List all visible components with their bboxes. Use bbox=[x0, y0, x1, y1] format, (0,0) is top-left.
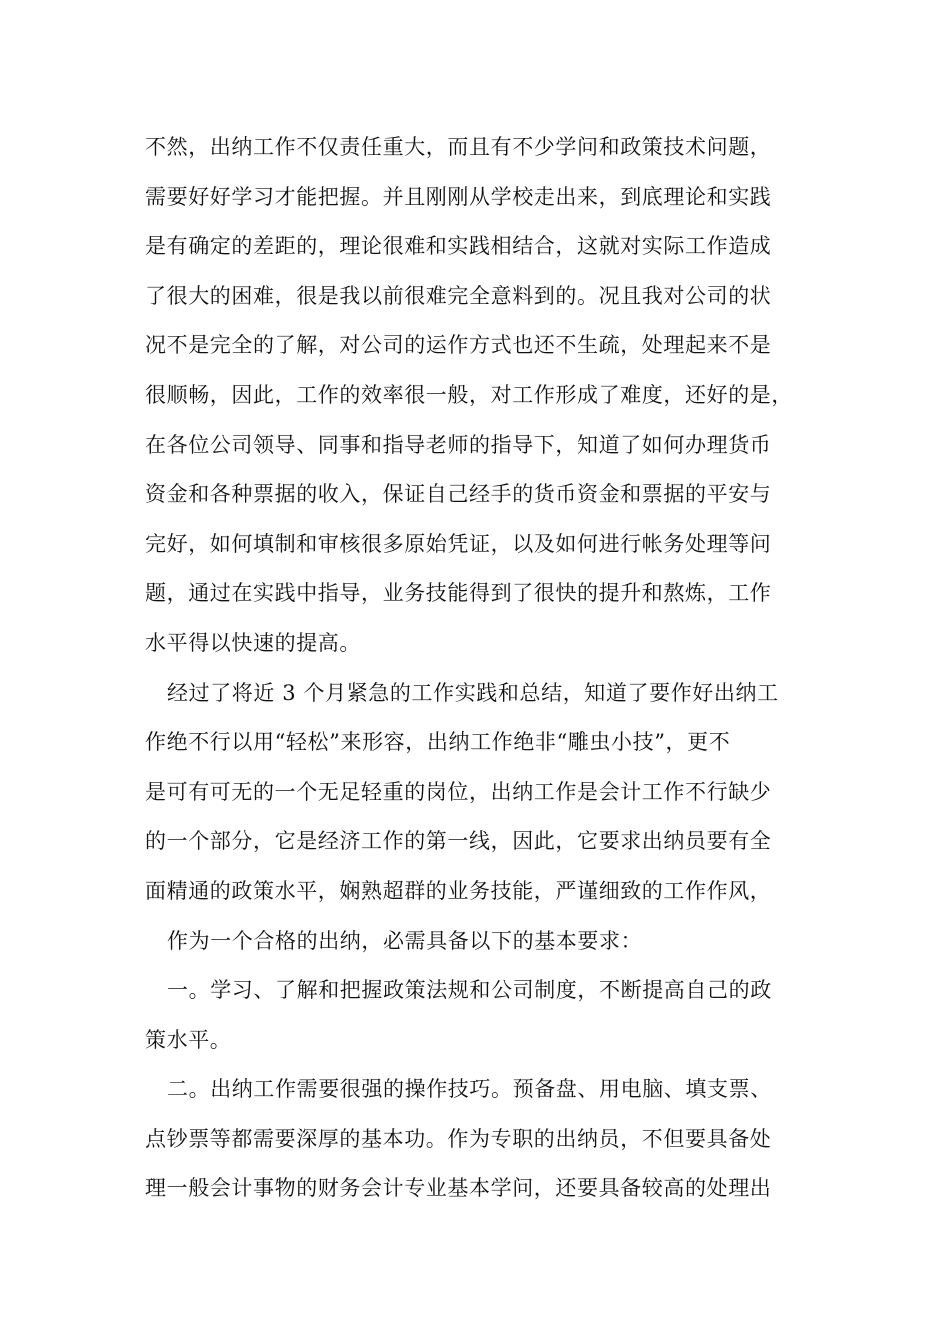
text-line: 在各位公司领导、同事和指导老师的指导下，知道了如何办理货币 bbox=[145, 432, 772, 457]
text-line: 是有确定的差距的，理论很难和实践相结合，这就对实际工作造成 bbox=[145, 234, 772, 259]
text-line: 很顺畅，因此，工作的效率很一般，对工作形成了难度，还好的是， bbox=[145, 382, 793, 407]
text-line: 点钞票等都需要深厚的基本功。作为专职的出纳员，不但要具备处 bbox=[145, 1126, 772, 1151]
text-line: 资金和各种票据的收入，保证自己经手的货币资金和票据的平安与 bbox=[145, 482, 772, 507]
text-line: 经过了将近 3 个月紧急的工作实践和总结，知道了要作好出纳工 bbox=[167, 680, 779, 705]
text-line: 水平得以快速的提高。 bbox=[145, 630, 361, 655]
text-line: 作绝不行以用“轻松”来形容，出纳工作绝非“雕虫小技”，更不 bbox=[145, 730, 731, 755]
text-line: 题，通过在实践中指导，业务技能得到了很快的提升和熬炼，工作 bbox=[145, 581, 772, 606]
text-line: 不然，出纳工作不仅责任重大，而且有不少学问和政策技术问题， bbox=[145, 135, 772, 159]
text-line: 况不是完全的了解，对公司的运作方式也还不生疏，处理起来不是 bbox=[145, 333, 772, 358]
text-line: 需要好好学习才能把握。并且刚刚从学校走出来，到底理论和实践 bbox=[145, 184, 772, 209]
text-line: 理一般会计事物的财务会计专业基本学问，还要具备较高的处理出 bbox=[145, 1176, 772, 1201]
document-body-text bbox=[145, 128, 825, 1219]
text-line: 二。出纳工作需要很强的操作技巧。预备盘、用电脑、填支票、 bbox=[167, 1077, 772, 1102]
text-line: 的一个部分，它是经济工作的第一线，因此，它要求出纳员要有全 bbox=[145, 829, 772, 854]
text-line: 作为一个合格的出纳，必需具备以下的基本要求： bbox=[167, 928, 643, 953]
text-line: 是可有可无的一个无足轻重的岗位，出纳工作是会计工作不行缺少 bbox=[145, 779, 772, 804]
text-line: 完好，如何填制和审核很多原始凭证，以及如何进行帐务处理等问 bbox=[145, 531, 772, 556]
text-line: 面精通的政策水平，娴熟超群的业务技能，严谨细致的工作作风， bbox=[145, 878, 772, 903]
text-line: 了很大的困难，很是我以前很难完全意料到的。况且我对公司的状 bbox=[145, 283, 772, 308]
text-line: 一。学习、了解和把握政策法规和公司制度，不断提高自己的政 bbox=[167, 978, 772, 1003]
text-line: 策水平。 bbox=[145, 1027, 232, 1052]
